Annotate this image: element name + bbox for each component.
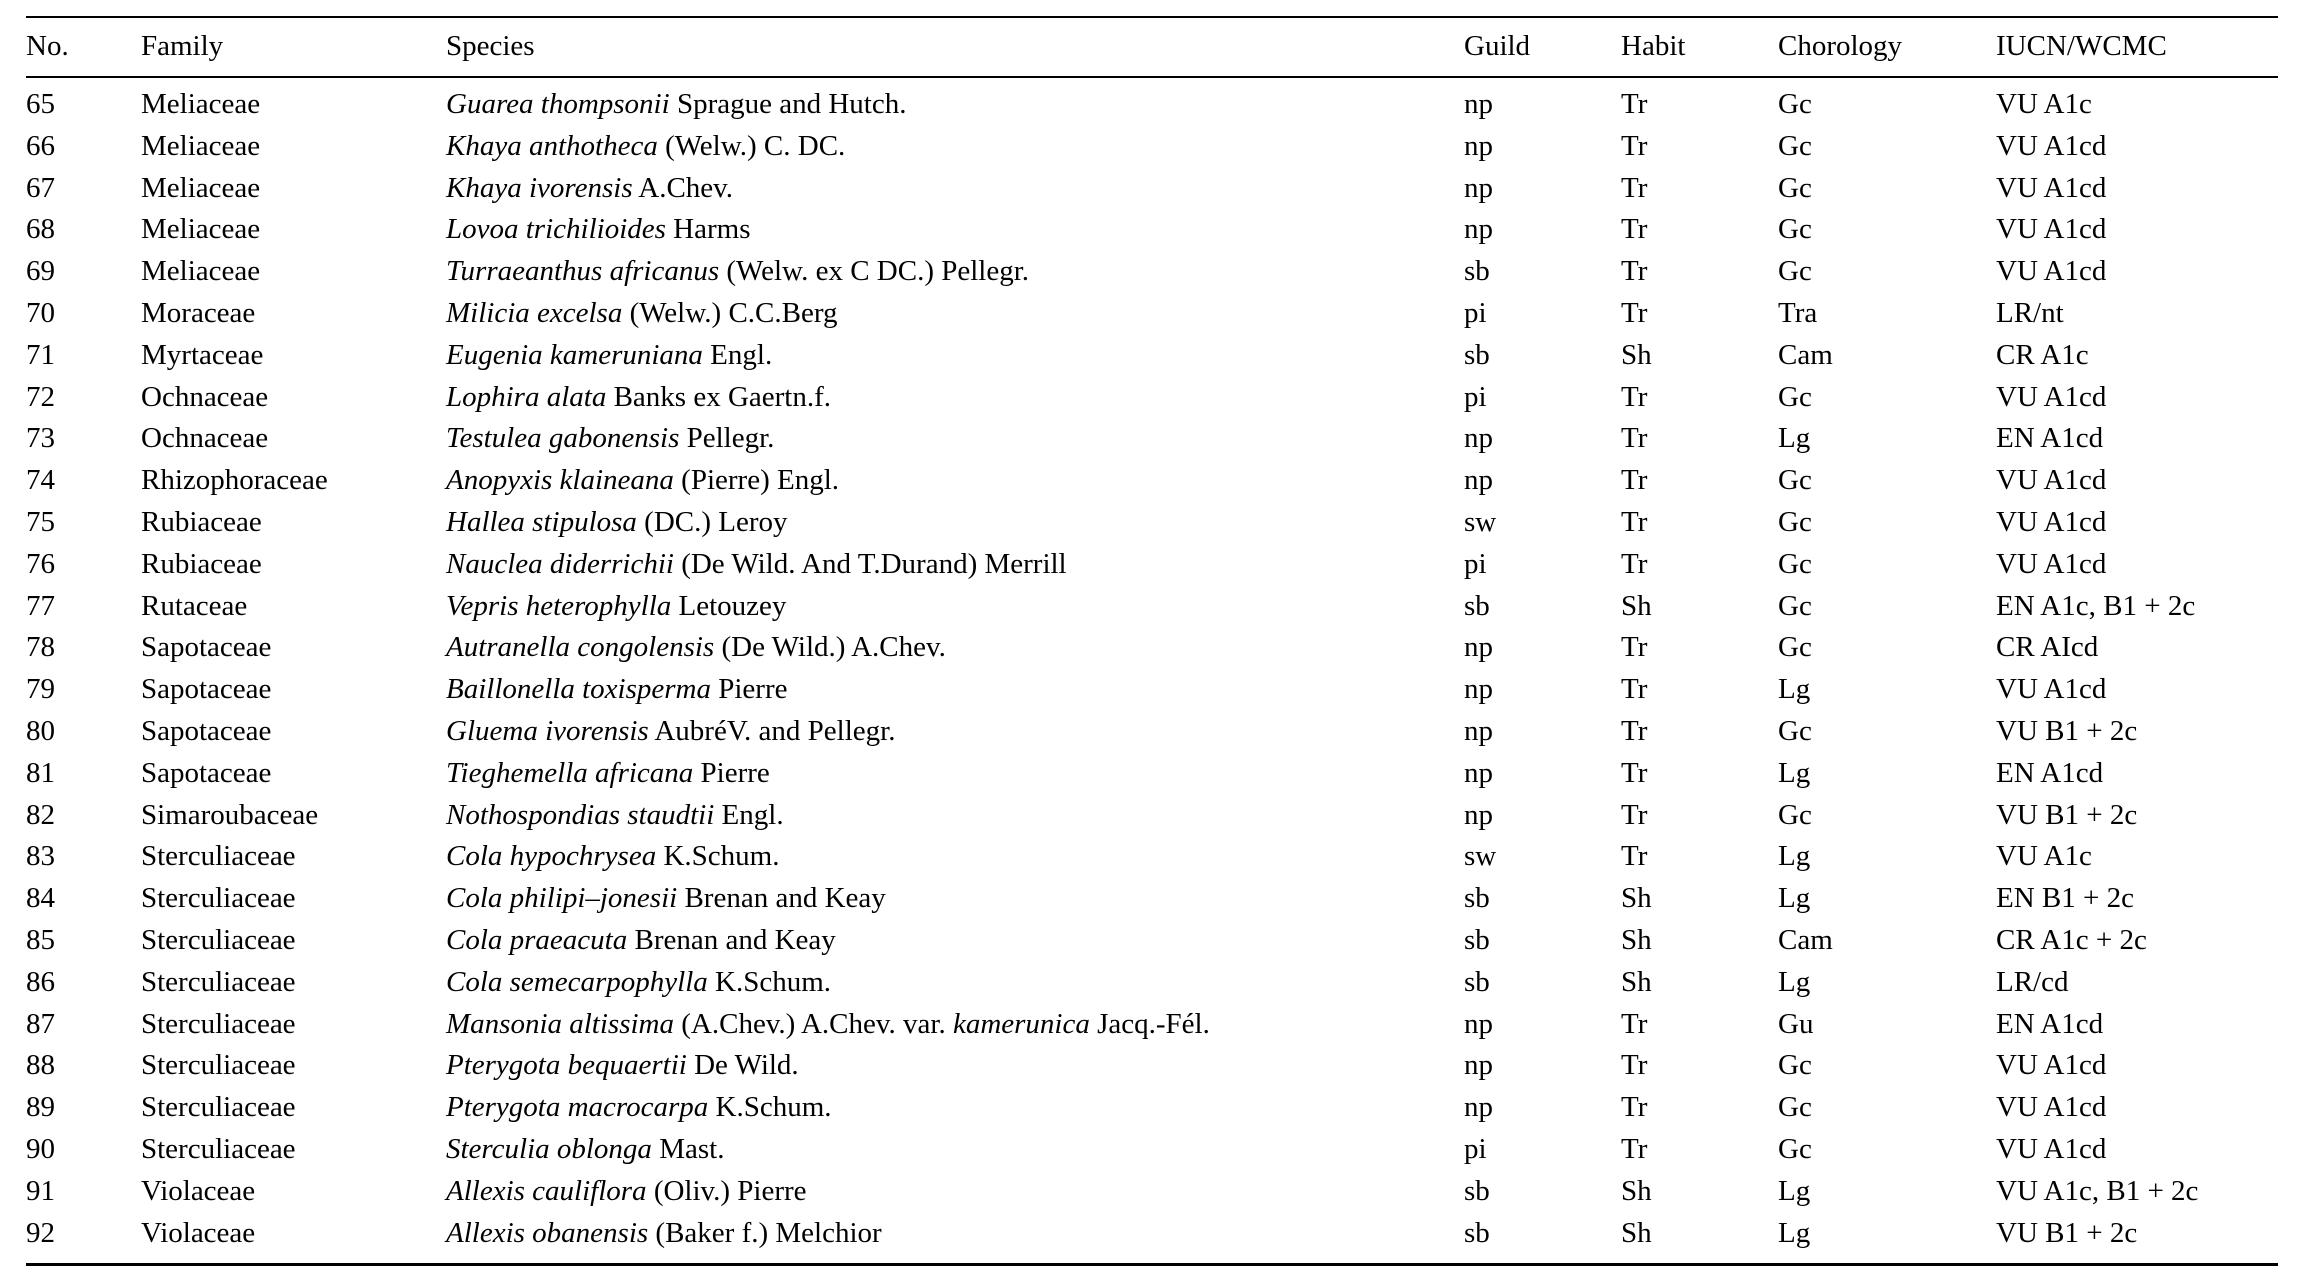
col-header-habit: Habit <box>1621 17 1778 77</box>
cell-chorology: Lg <box>1778 422 1811 455</box>
cell-chorology: Lg <box>1778 1174 1811 1207</box>
cell-no: 82 <box>26 798 55 831</box>
cell-iucn: VU A1c <box>1996 88 2092 120</box>
species-authority: Pierre <box>711 673 788 706</box>
cell-iucn: EN B1 + 2c <box>1996 882 2134 915</box>
cell-family: Sterculiaceae <box>141 840 296 873</box>
cell-chorology: Cam <box>1778 338 1833 371</box>
table-row <box>26 711 2278 753</box>
col-header-guild: Guild <box>1464 17 1621 77</box>
cell-family: Moraceae <box>141 296 256 329</box>
cell-species <box>446 711 1464 753</box>
cell-guild: np <box>1464 171 1493 204</box>
cell-habit: Tr <box>1621 422 1648 455</box>
cell-habit: Tr <box>1621 88 1648 120</box>
species-authority: AubréV. and Pellegr. <box>648 714 896 747</box>
cell-species <box>446 878 1464 920</box>
cell-species <box>446 168 1464 210</box>
table-row <box>26 544 2278 586</box>
cell-family: Rutaceae <box>141 589 248 622</box>
cell-habit: Tr <box>1621 840 1648 873</box>
table-row <box>26 77 2278 126</box>
species-authority: (Oliv.) Pierre <box>646 1174 807 1207</box>
cell-species <box>446 795 1464 837</box>
species-scientific-name: Pterygota bequaertii <box>446 1049 687 1082</box>
species-scientific-name: Cola praeacuta <box>446 923 628 956</box>
cell-guild: np <box>1464 631 1493 664</box>
species-authority: (DC.) Leroy <box>636 505 788 538</box>
cell-iucn: VU A1cd <box>1996 380 2107 413</box>
cell-family: Sterculiaceae <box>141 965 296 998</box>
cell-chorology: Gc <box>1778 255 1812 288</box>
table-row <box>26 920 2278 962</box>
cell-species <box>446 460 1464 502</box>
species-authority: Engl. <box>702 338 773 371</box>
species-scientific-name: Milicia excelsa <box>446 296 623 329</box>
table-row <box>26 878 2278 920</box>
cell-habit: Sh <box>1621 965 1652 998</box>
cell-species <box>446 544 1464 586</box>
cell-iucn: VU A1cd <box>1996 213 2107 246</box>
table-row <box>26 1087 2278 1129</box>
cell-no: 65 <box>26 88 55 120</box>
species-scientific-name: Mansonia altissima <box>446 1007 674 1040</box>
cell-no: 77 <box>26 589 55 622</box>
cell-iucn: CR A1c <box>1996 338 2089 371</box>
cell-iucn: EN A1cd <box>1996 422 2104 455</box>
table-row <box>26 251 2278 293</box>
cell-species <box>446 836 1464 878</box>
header-row <box>26 17 2278 77</box>
cell-habit: Tr <box>1621 1049 1648 1082</box>
cell-family: Ochnaceae <box>141 422 269 455</box>
cell-habit: Tr <box>1621 213 1648 246</box>
species-authority: K.Schum. <box>707 965 832 998</box>
cell-no: 71 <box>26 338 55 371</box>
cell-habit: Sh <box>1621 923 1652 956</box>
table-header <box>26 17 2278 77</box>
species-authority: Pellegr. <box>679 422 775 455</box>
cell-habit: Sh <box>1621 338 1652 371</box>
cell-no: 67 <box>26 171 55 204</box>
cell-species <box>446 753 1464 795</box>
cell-family: Sterculiaceae <box>141 923 296 956</box>
species-scientific-name: Nothospondias staudtii <box>446 798 715 831</box>
cell-guild: np <box>1464 422 1493 455</box>
cell-no: 89 <box>26 1091 55 1124</box>
cell-no: 91 <box>26 1174 55 1207</box>
cell-no: 75 <box>26 505 55 538</box>
cell-chorology: Lg <box>1778 882 1811 915</box>
species-authority: (De Wild.) A.Chev. <box>714 631 946 664</box>
cell-iucn: VU A1cd <box>1996 547 2107 580</box>
cell-iucn: VU A1cd <box>1996 505 2107 538</box>
cell-family: Sterculiaceae <box>141 1049 296 1082</box>
cell-no: 68 <box>26 213 55 246</box>
table-row <box>26 627 2278 669</box>
species-authority: Jacq.-Fél. <box>1089 1007 1210 1040</box>
species-scientific-name: Cola semecarpophylla <box>446 965 708 998</box>
cell-no: 72 <box>26 380 55 413</box>
cell-guild: np <box>1464 673 1493 706</box>
cell-no: 74 <box>26 464 55 497</box>
cell-iucn: VU A1cd <box>1996 255 2107 288</box>
species-scientific-name: Khaya anthotheca <box>446 129 658 162</box>
table-row <box>26 460 2278 502</box>
cell-no: 90 <box>26 1132 55 1165</box>
cell-species <box>446 293 1464 335</box>
cell-family: Sapotaceae <box>141 673 272 706</box>
cell-guild: sw <box>1464 840 1497 873</box>
species-authority: A.Chev. <box>632 171 734 204</box>
cell-species <box>446 1171 1464 1213</box>
cell-guild: sb <box>1464 923 1490 956</box>
cell-chorology: Gc <box>1778 88 1812 120</box>
cell-chorology: Gc <box>1778 1049 1812 1082</box>
species-authority: (Welw.) C. DC. <box>657 129 846 162</box>
cell-chorology: Gc <box>1778 213 1812 246</box>
cell-family: Sapotaceae <box>141 631 272 664</box>
table-row <box>26 1004 2278 1046</box>
cell-no: 73 <box>26 422 55 455</box>
species-authority: Pierre <box>693 756 770 789</box>
cell-habit: Sh <box>1621 1174 1652 1207</box>
cell-habit: Sh <box>1621 589 1652 622</box>
cell-family: Rubiaceae <box>141 505 262 538</box>
table-body <box>26 77 2278 1265</box>
cell-family: Meliaceae <box>141 129 261 162</box>
table-row <box>26 293 2278 335</box>
cell-family: Sterculiaceae <box>141 1007 296 1040</box>
cell-no: 85 <box>26 923 55 956</box>
cell-chorology: Gc <box>1778 505 1812 538</box>
species-scientific-name: Khaya ivorensis <box>446 171 633 204</box>
cell-no: 88 <box>26 1049 55 1082</box>
species-authority: Banks ex Gaertn.f. <box>606 380 832 413</box>
species-scientific-name: Sterculia oblonga <box>446 1132 652 1165</box>
cell-chorology: Gc <box>1778 380 1812 413</box>
species-authority: Mast. <box>651 1132 725 1165</box>
cell-habit: Tr <box>1621 756 1648 789</box>
cell-no: 79 <box>26 673 55 706</box>
cell-no: 86 <box>26 965 55 998</box>
cell-guild: np <box>1464 1049 1493 1082</box>
cell-species <box>446 418 1464 460</box>
cell-habit: Tr <box>1621 464 1648 497</box>
table-row <box>26 335 2278 377</box>
cell-no: 70 <box>26 296 55 329</box>
cell-chorology: Gc <box>1778 798 1812 831</box>
cell-habit: Tr <box>1621 505 1648 538</box>
cell-iucn: VU A1cd <box>1996 1049 2107 1082</box>
cell-habit: Tr <box>1621 673 1648 706</box>
cell-chorology: Lg <box>1778 1216 1811 1249</box>
cell-guild: np <box>1464 88 1493 120</box>
cell-family: Rubiaceae <box>141 547 262 580</box>
cell-chorology: Tra <box>1778 296 1818 329</box>
cell-chorology: Lg <box>1778 756 1811 789</box>
species-authority: (Pierre) Engl. <box>673 464 840 497</box>
cell-family: Violaceae <box>141 1174 256 1207</box>
cell-guild: np <box>1464 1007 1493 1040</box>
species-authority: (Baker f.) Melchior <box>648 1216 882 1249</box>
cell-species <box>446 77 1464 126</box>
table-row <box>26 586 2278 628</box>
cell-species <box>446 962 1464 1004</box>
col-header-family: Family <box>141 17 446 77</box>
species-scientific-name: Allexis cauliflora <box>446 1174 647 1207</box>
cell-iucn: LR/nt <box>1996 296 2064 329</box>
cell-guild: np <box>1464 129 1493 162</box>
cell-no: 69 <box>26 255 55 288</box>
species-scientific-name: Turraeanthus africanus <box>446 255 720 288</box>
species-scientific-name: Hallea stipulosa <box>446 505 637 538</box>
cell-guild: np <box>1464 213 1493 246</box>
cell-chorology: Gc <box>1778 589 1812 622</box>
cell-family: Rhizophoraceae <box>141 464 328 497</box>
cell-chorology: Gc <box>1778 464 1812 497</box>
cell-family: Sterculiaceae <box>141 882 296 915</box>
cell-no: 80 <box>26 714 55 747</box>
cell-family: Sterculiaceae <box>141 1091 296 1124</box>
cell-family: Meliaceae <box>141 213 261 246</box>
cell-family: Sterculiaceae <box>141 1132 296 1165</box>
cell-chorology: Lg <box>1778 965 1811 998</box>
cell-species <box>446 251 1464 293</box>
cell-family: Meliaceae <box>141 88 261 120</box>
cell-iucn: EN A1cd <box>1996 1007 2104 1040</box>
table-row <box>26 753 2278 795</box>
cell-family: Sapotaceae <box>141 756 272 789</box>
cell-habit: Tr <box>1621 1091 1648 1124</box>
cell-iucn: VU B1 + 2c <box>1996 798 2138 831</box>
cell-iucn: VU A1c, B1 + 2c <box>1996 1174 2199 1207</box>
cell-no: 76 <box>26 547 55 580</box>
cell-no: 66 <box>26 129 55 162</box>
col-header-no: No. <box>26 17 141 77</box>
cell-guild: sb <box>1464 589 1490 622</box>
cell-guild: sw <box>1464 505 1497 538</box>
cell-chorology: Gc <box>1778 714 1812 747</box>
cell-guild: np <box>1464 1091 1493 1124</box>
cell-chorology: Gc <box>1778 129 1812 162</box>
species-scientific-name: Gluema ivorensis <box>446 714 649 747</box>
cell-family: Simaroubaceae <box>141 798 319 831</box>
col-header-chorology: Chorology <box>1778 17 1996 77</box>
cell-species <box>446 1213 1464 1265</box>
cell-guild: pi <box>1464 380 1487 413</box>
table-row <box>26 669 2278 711</box>
cell-no: 87 <box>26 1007 55 1040</box>
cell-species <box>446 586 1464 628</box>
table-row <box>26 126 2278 168</box>
cell-guild: sb <box>1464 255 1490 288</box>
species-scientific-name: kamerunica <box>952 1007 1090 1040</box>
cell-guild: np <box>1464 714 1493 747</box>
cell-no: 84 <box>26 882 55 915</box>
cell-habit: Tr <box>1621 798 1648 831</box>
cell-iucn: VU A1c <box>1996 840 2092 873</box>
cell-chorology: Lg <box>1778 840 1811 873</box>
cell-chorology: Gc <box>1778 171 1812 204</box>
table-row <box>26 962 2278 1004</box>
cell-habit: Tr <box>1621 631 1648 664</box>
species-scientific-name: Cola philipi–jonesii <box>446 882 678 915</box>
species-authority: (A.Chev.) A.Chev. var. <box>674 1007 953 1040</box>
table-row <box>26 795 2278 837</box>
cell-habit: Sh <box>1621 882 1652 915</box>
cell-species <box>446 627 1464 669</box>
cell-habit: Tr <box>1621 1007 1648 1040</box>
cell-species <box>446 209 1464 251</box>
cell-guild: pi <box>1464 1132 1487 1165</box>
species-scientific-name: Tieghemella africana <box>446 756 694 789</box>
species-authority: Brenan and Keay <box>677 882 886 915</box>
cell-habit: Tr <box>1621 380 1648 413</box>
cell-chorology: Gu <box>1778 1007 1814 1040</box>
cell-species <box>446 1045 1464 1087</box>
cell-guild: np <box>1464 798 1493 831</box>
cell-iucn: VU A1cd <box>1996 1132 2107 1165</box>
cell-iucn: VU A1cd <box>1996 129 2107 162</box>
cell-guild: np <box>1464 464 1493 497</box>
table-row <box>26 836 2278 878</box>
cell-habit: Tr <box>1621 1132 1648 1165</box>
cell-iucn: VU B1 + 2c <box>1996 1216 2138 1249</box>
cell-iucn: VU A1cd <box>1996 464 2107 497</box>
species-scientific-name: Lophira alata <box>446 380 607 413</box>
cell-species <box>446 669 1464 711</box>
table-row <box>26 1171 2278 1213</box>
species-scientific-name: Guarea thompsonii <box>446 88 670 120</box>
table-row <box>26 1045 2278 1087</box>
cell-species <box>446 126 1464 168</box>
species-authority: De Wild. <box>686 1049 799 1082</box>
cell-family: Meliaceae <box>141 171 261 204</box>
cell-iucn: VU B1 + 2c <box>1996 714 2138 747</box>
species-authority: (De Wild. And T.Durand) Merrill <box>673 547 1067 580</box>
cell-chorology: Gc <box>1778 1132 1812 1165</box>
cell-chorology: Gc <box>1778 1091 1812 1124</box>
table-row <box>26 168 2278 210</box>
cell-species <box>446 377 1464 419</box>
cell-family: Myrtaceae <box>141 338 264 371</box>
cell-chorology: Cam <box>1778 923 1833 956</box>
cell-iucn: VU A1cd <box>1996 1091 2107 1124</box>
species-scientific-name: Baillonella toxisperma <box>446 673 711 706</box>
cell-guild: sb <box>1464 1216 1490 1249</box>
cell-iucn: VU A1cd <box>1996 673 2107 706</box>
species-authority: Brenan and Keay <box>627 923 836 956</box>
cell-guild: sb <box>1464 882 1490 915</box>
cell-habit: Tr <box>1621 255 1648 288</box>
cell-guild: pi <box>1464 547 1487 580</box>
cell-species <box>446 335 1464 377</box>
cell-family: Meliaceae <box>141 255 261 288</box>
table-row <box>26 377 2278 419</box>
cell-habit: Tr <box>1621 296 1648 329</box>
species-authority: K.Schum. <box>656 840 780 873</box>
table-row <box>26 502 2278 544</box>
cell-species <box>446 502 1464 544</box>
cell-guild: sb <box>1464 338 1490 371</box>
col-header-iucn: IUCN/WCMC <box>1996 17 2278 77</box>
cell-habit: Tr <box>1621 171 1648 204</box>
species-authority: Engl. <box>714 798 784 831</box>
species-authority: (Welw. ex C DC.) Pellegr. <box>719 255 1030 288</box>
cell-guild: sb <box>1464 965 1490 998</box>
cell-chorology: Gc <box>1778 631 1812 664</box>
table-row <box>26 209 2278 251</box>
cell-iucn: EN A1c, B1 + 2c <box>1996 589 2196 622</box>
cell-iucn: CR AIcd <box>1996 631 2099 664</box>
cell-iucn: VU A1cd <box>1996 171 2107 204</box>
species-scientific-name: Allexis obanensis <box>446 1216 649 1249</box>
species-scientific-name: Cola hypochrysea <box>446 840 657 873</box>
species-scientific-name: Nauclea diderrichii <box>446 547 674 580</box>
species-authority: (Welw.) C.C.Berg <box>622 296 838 329</box>
species-scientific-name: Eugenia kameruniana <box>446 338 703 371</box>
cell-no: 78 <box>26 631 55 664</box>
cell-guild: sb <box>1464 1174 1490 1207</box>
cell-habit: Tr <box>1621 714 1648 747</box>
cell-species <box>446 1129 1464 1171</box>
cell-species <box>446 1087 1464 1129</box>
cell-family: Violaceae <box>141 1216 256 1249</box>
cell-no: 81 <box>26 756 55 789</box>
cell-species <box>446 1004 1464 1046</box>
cell-family: Sapotaceae <box>141 714 272 747</box>
species-authority: Harms <box>665 213 751 246</box>
cell-habit: Tr <box>1621 129 1648 162</box>
species-scientific-name: Anopyxis klaineana <box>446 464 674 497</box>
species-scientific-name: Lovoa trichilioides <box>446 213 666 246</box>
cell-guild: pi <box>1464 296 1487 329</box>
cell-iucn: CR A1c + 2c <box>1996 923 2147 956</box>
cell-no: 92 <box>26 1216 55 1249</box>
col-header-species: Species <box>446 17 1464 77</box>
species-scientific-name: Vepris heterophylla <box>446 589 672 622</box>
cell-habit: Sh <box>1621 1216 1652 1249</box>
cell-family: Ochnaceae <box>141 380 269 413</box>
table-row <box>26 1129 2278 1171</box>
cell-iucn: LR/cd <box>1996 965 2069 998</box>
species-scientific-name: Autranella congolensis <box>446 631 715 664</box>
species-authority: Letouzey <box>671 589 787 622</box>
species-authority: Sprague and Hutch. <box>669 88 907 120</box>
cell-chorology: Lg <box>1778 673 1811 706</box>
table-row <box>26 418 2278 460</box>
species-scientific-name: Pterygota macrocarpa <box>446 1091 709 1124</box>
cell-no: 83 <box>26 840 55 873</box>
cell-species <box>446 920 1464 962</box>
cell-guild: np <box>1464 756 1493 789</box>
species-table <box>26 16 2278 1266</box>
cell-chorology: Gc <box>1778 547 1812 580</box>
cell-iucn: EN A1cd <box>1996 756 2104 789</box>
species-authority: K.Schum. <box>708 1091 832 1124</box>
species-scientific-name: Testulea gabonensis <box>446 422 680 455</box>
table-row <box>26 1213 2278 1265</box>
cell-habit: Tr <box>1621 547 1648 580</box>
